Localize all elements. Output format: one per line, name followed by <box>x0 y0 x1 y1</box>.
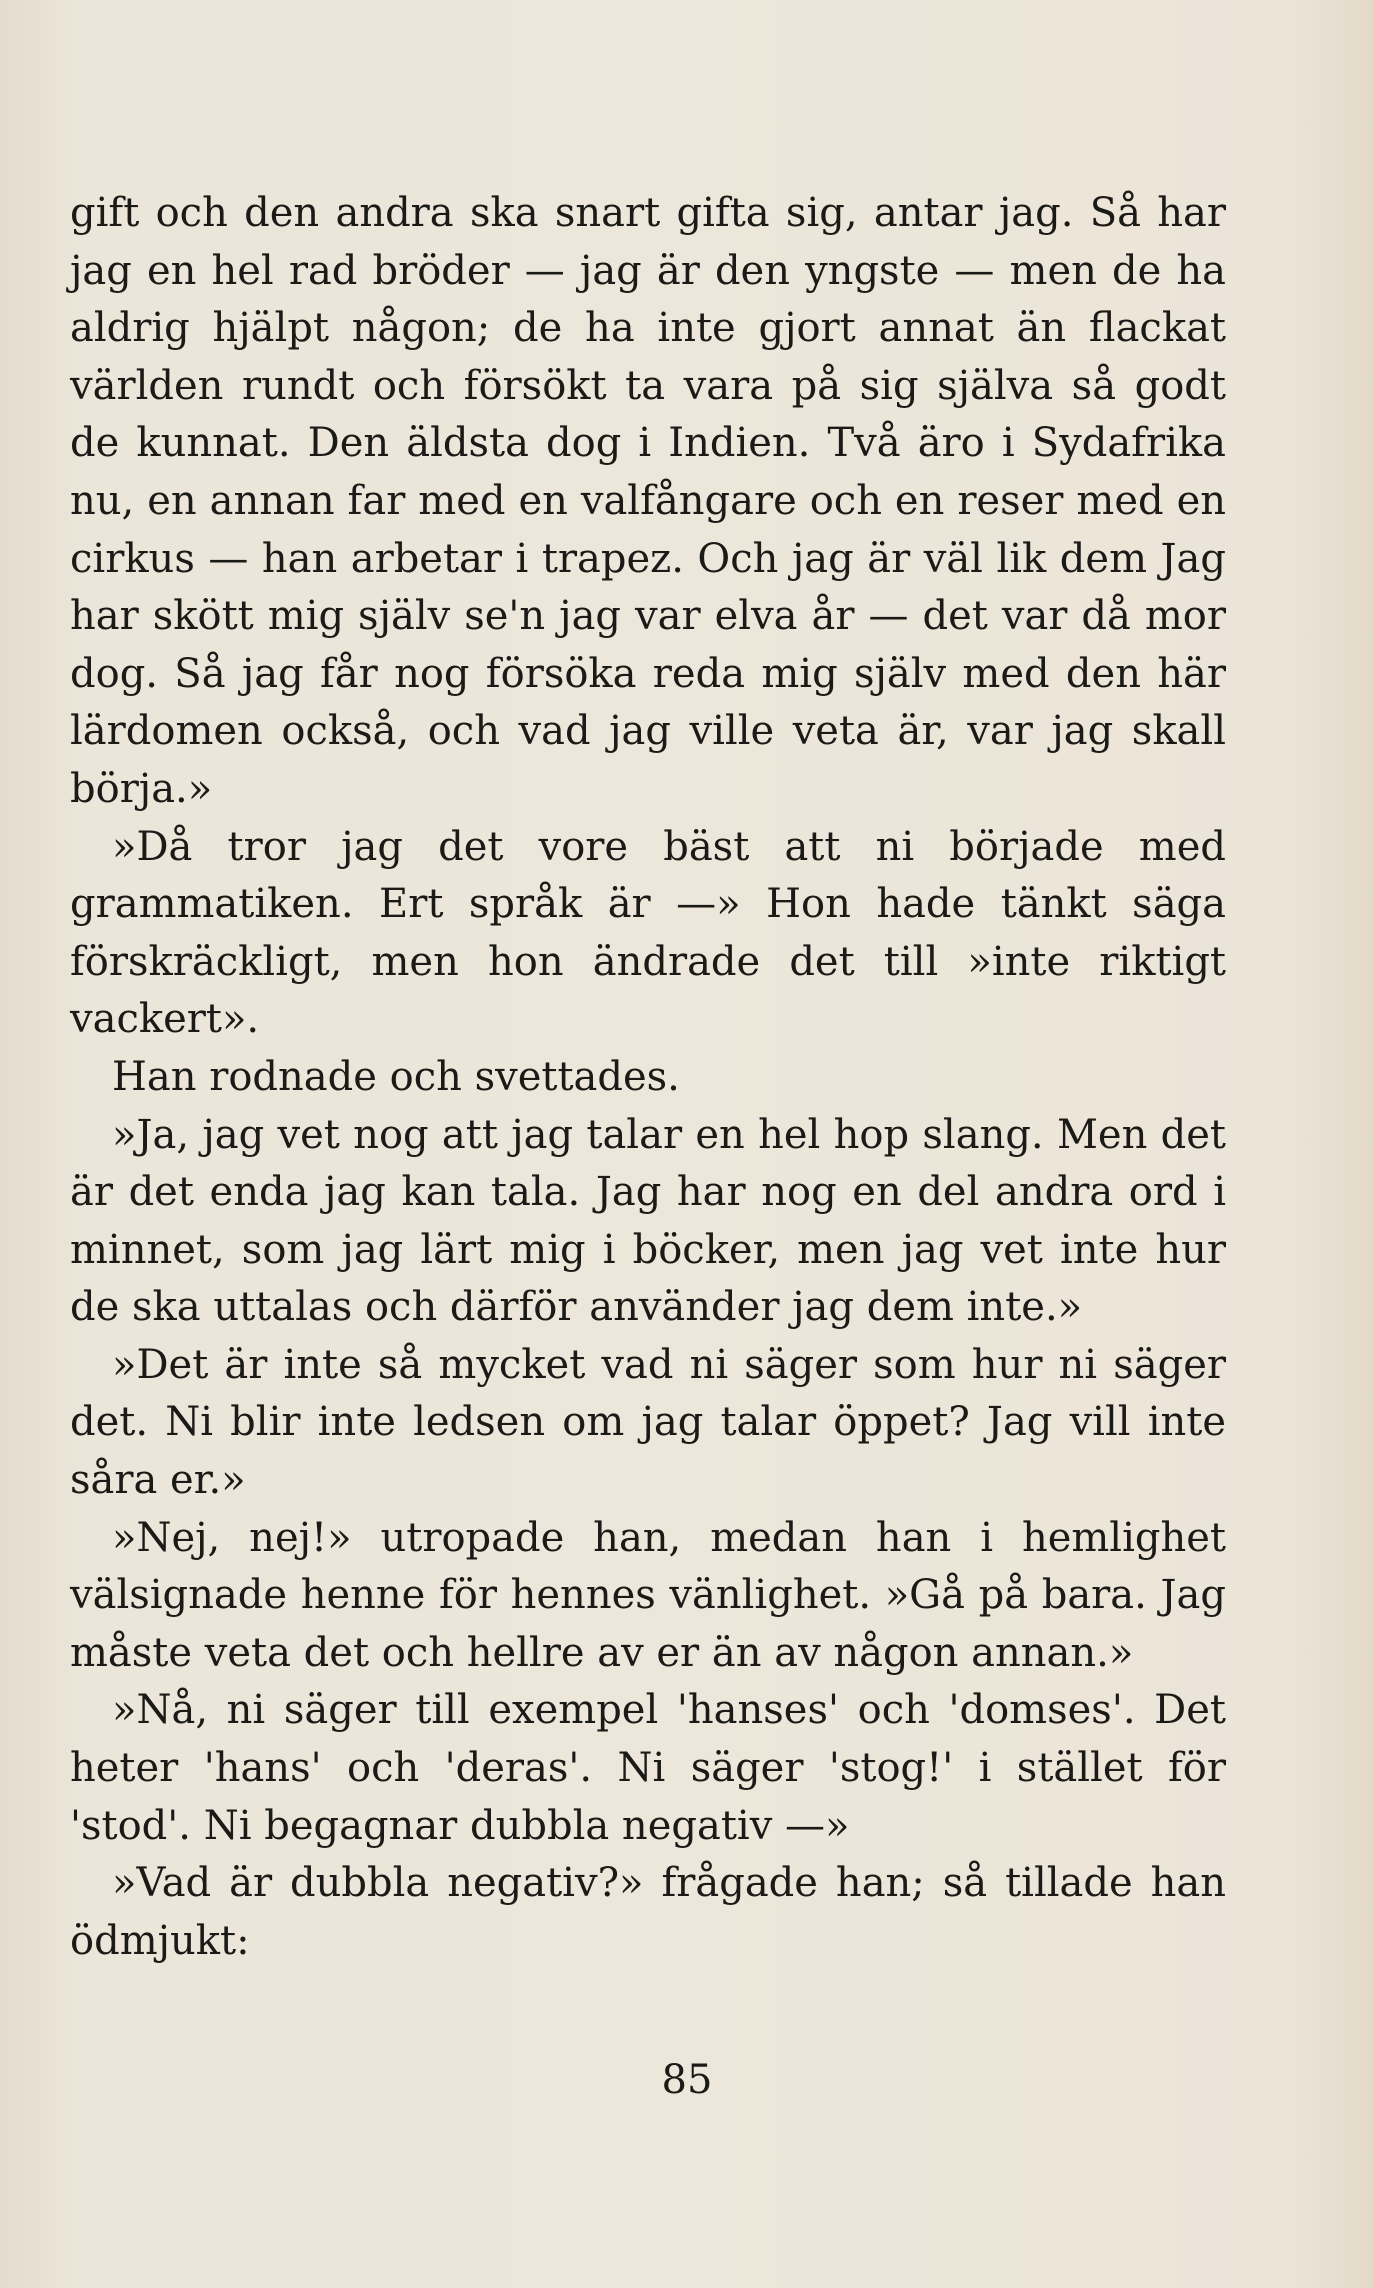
paragraph-4: »Ja, jag vet nog att jag talar en hel hop slang. Men det är det enda jag kan tala. Jag har nog en del andra ord i minnet, som jag lärt mig i böcker, men jag vet inte hur de ska uttalas och därför använder jag dem inte.» <box>70 1111 1226 1331</box>
paragraph-3: Han rodnade och svettades. <box>112 1053 680 1100</box>
paragraph-6: »Nej, nej!» utropade han, medan han i hemlighet välsignade henne för hennes vänlighet. »Gå på bara. Jag måste veta det och hellre av er än av någon annan.» <box>70 1514 1226 1676</box>
paragraph-7: »Nå, ni säger till exempel 'hanses' och 'domses'. Det heter 'hans' och 'deras'. Ni säger 'stog!' i stället för 'stod'. Ni begagnar dubbla negativ —» <box>70 1687 1226 1849</box>
paragraph-8: »Vad är dubbla negativ?» frågade han; så tillade han ödmjukt: <box>70 1860 1226 1964</box>
paragraph-2: »Då tror jag det vore bäst att ni började med grammatiken. Ert språk är —» Hon hade tänkt säga förskräckligt, men hon ändrade det till »inte riktigt vackert». <box>70 823 1226 1043</box>
paragraph-1: gift och den andra ska snart gifta sig, antar jag. Så har jag en hel rad bröder — jag är den yngste — men de ha aldrig hjälpt någon; de ha inte gjort annat än flackat världen rundt och försökt ta vara på sig själva så godt de kunnat. Den äldsta dog i Indien. Två äro i Sydafrika nu, en annan far med en valfångare och en reser med en cirkus — han arbetar i trapez. Och jag är väl lik dem Jag har skött mig själv se'n jag var elva år — det var då mor dog. Så jag får nog försöka reda mig själv med den här lärdomen också, och vad jag ville veta är, var jag skall börja.» <box>70 190 1226 812</box>
paragraph-5: »Det är inte så mycket vad ni säger som hur ni säger det. Ni blir inte ledsen om jag talar öppet? Jag vill inte såra er.» <box>70 1341 1226 1504</box>
page-number: 85 <box>661 2057 713 2103</box>
body-text <box>70 185 1226 1970</box>
